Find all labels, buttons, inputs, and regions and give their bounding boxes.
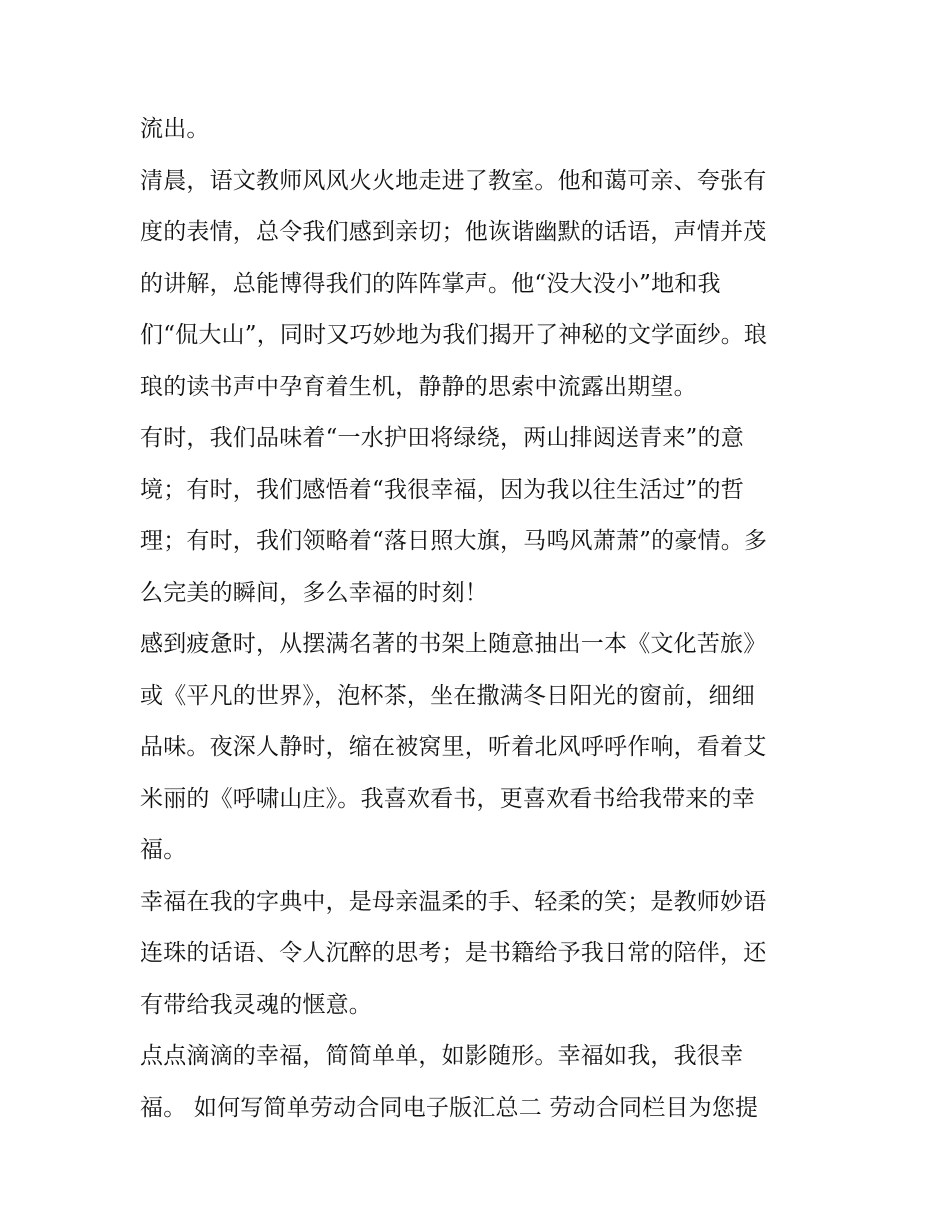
text-line: 点点滴滴的幸福，简简单单，如影随形。幸福如我，我很幸 <box>140 1043 744 1069</box>
text-line: 品味。夜深人静时，缩在被窝里，听着北风呼呼作响，看着艾 <box>140 734 767 760</box>
text-line: 清晨，语文教师风风火火地走进了教室。他和蔼可亲、夸张有 <box>140 167 767 194</box>
text-line: 们“侃大山”，同时又巧妙地为我们揭开了神秘的文学面纱。琅 <box>140 322 768 348</box>
text-line: 感到疲惫时，从摆满名著的书架上随意抽出一本《文化苦旅》 <box>140 631 767 657</box>
text-line: 流出。 <box>140 116 210 142</box>
text-line: 么完美的瞬间，多么幸福的时刻！ <box>140 579 488 606</box>
text-line: 福。 <box>140 837 187 863</box>
text-line: 有带给我灵魂的惬意。 <box>140 991 372 1018</box>
text-line: 理；有时，我们领略着“落日照大旗，马鸣风萧萧”的豪情。多 <box>140 528 768 554</box>
text-line: 度的表情，总令我们感到亲切；他诙谐幽默的话语，声情并茂 <box>140 219 767 245</box>
text-line: 有时，我们品味着“一水护田将绿绕，两山排闼送青来”的意 <box>140 425 744 451</box>
text-line: 幸福在我的字典中，是母亲温柔的手、轻柔的笑；是教师妙语 <box>140 888 767 915</box>
text-line: 境；有时，我们感悟着“我很幸福，因为我以往生活过”的哲 <box>140 476 744 503</box>
text-line: 的讲解，总能博得我们的阵阵掌声。他“没大没小”地和我 <box>140 270 721 297</box>
text-line: 连珠的话语、令人沉醉的思考；是书籍给予我日常的陪伴，还 <box>140 940 767 966</box>
text-line: 米丽的《呼啸山庄》。我喜欢看书，更喜欢看书给我带来的幸 <box>140 785 755 812</box>
text-line: 福。 如何写简单劳动合同电子版汇总二 劳动合同栏目为您提 <box>140 1094 759 1121</box>
text-line: 或《平凡的世界》，泡杯茶，坐在撒满冬日阳光的窗前，细细 <box>140 682 755 709</box>
text-line: 琅的读书声中孕育着生机，静静的思索中流露出期望。 <box>140 373 697 400</box>
document-body <box>140 104 820 1134</box>
